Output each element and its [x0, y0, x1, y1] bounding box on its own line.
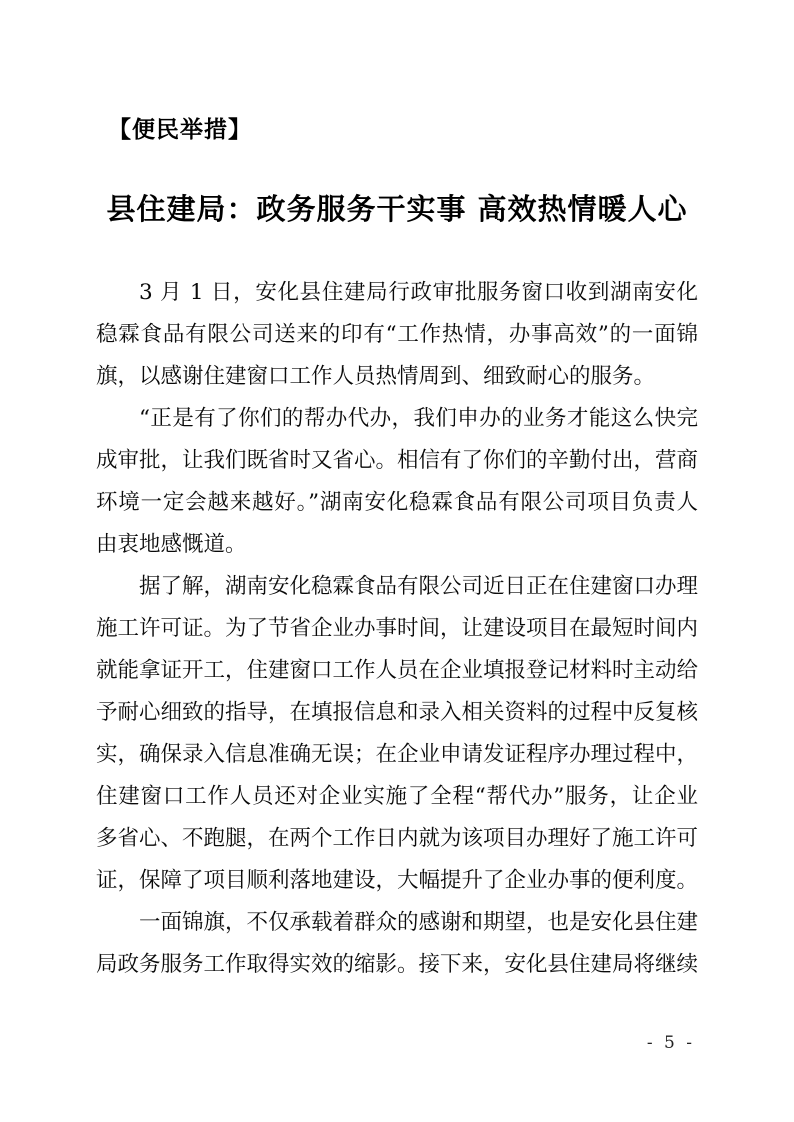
article-body — [96, 272, 698, 986]
article-title: 县住建局：政务服务干实事 高效热情暖人心 — [106, 192, 688, 226]
body-paragraph: 一面锦旗，不仅承载着群众的感谢和期望，也是安化县住建局政务服务工作取得实效的缩影。接下来，安化县住建局将继续 — [96, 910, 699, 977]
body-paragraph: “正是有了你们的帮办代办，我们申办的业务才能这么快完成审批，让我们既省时又省心。相信有了你们的辛勤付出，营商环境一定会越来越好。”湖南安化稳霖食品有限公司项目负责人由衷地感慨道。 — [96, 406, 699, 557]
body-paragraph: 据了解，湖南安化稳霖食品有限公司近日正在住建窗口办理施工许可证。为了节省企业办事时间，让建设项目在最短时间内就能拿证开工，住建窗口工作人员在企业填报登记材料时主动给予耐心细致的指导，在填报信息和录入相关资料的过程中反复核实，确保录入信息准确无误；在企业申请发证程序办理过程中，住建窗口工作人员还对企业实施了全程“帮代办”服务，让企业多省心、不跑腿，在两个工作日内就为该项目办理好了施工许可证，保障了项目顺利落地建设，大幅提升了企业办事的便利度。 — [96, 574, 699, 893]
section-header: 【便民举措】 — [108, 117, 252, 143]
page-number: - 5 - — [646, 1033, 695, 1053]
body-paragraph: 3 月 1 日，安化县住建局行政审批服务窗口收到湖南安化稳霖食品有限公司送来的印有“工作热情，办事高效”的一面锦旗，以感谢住建窗口工作人员热情周到、细致耐心的服务。 — [96, 280, 698, 389]
